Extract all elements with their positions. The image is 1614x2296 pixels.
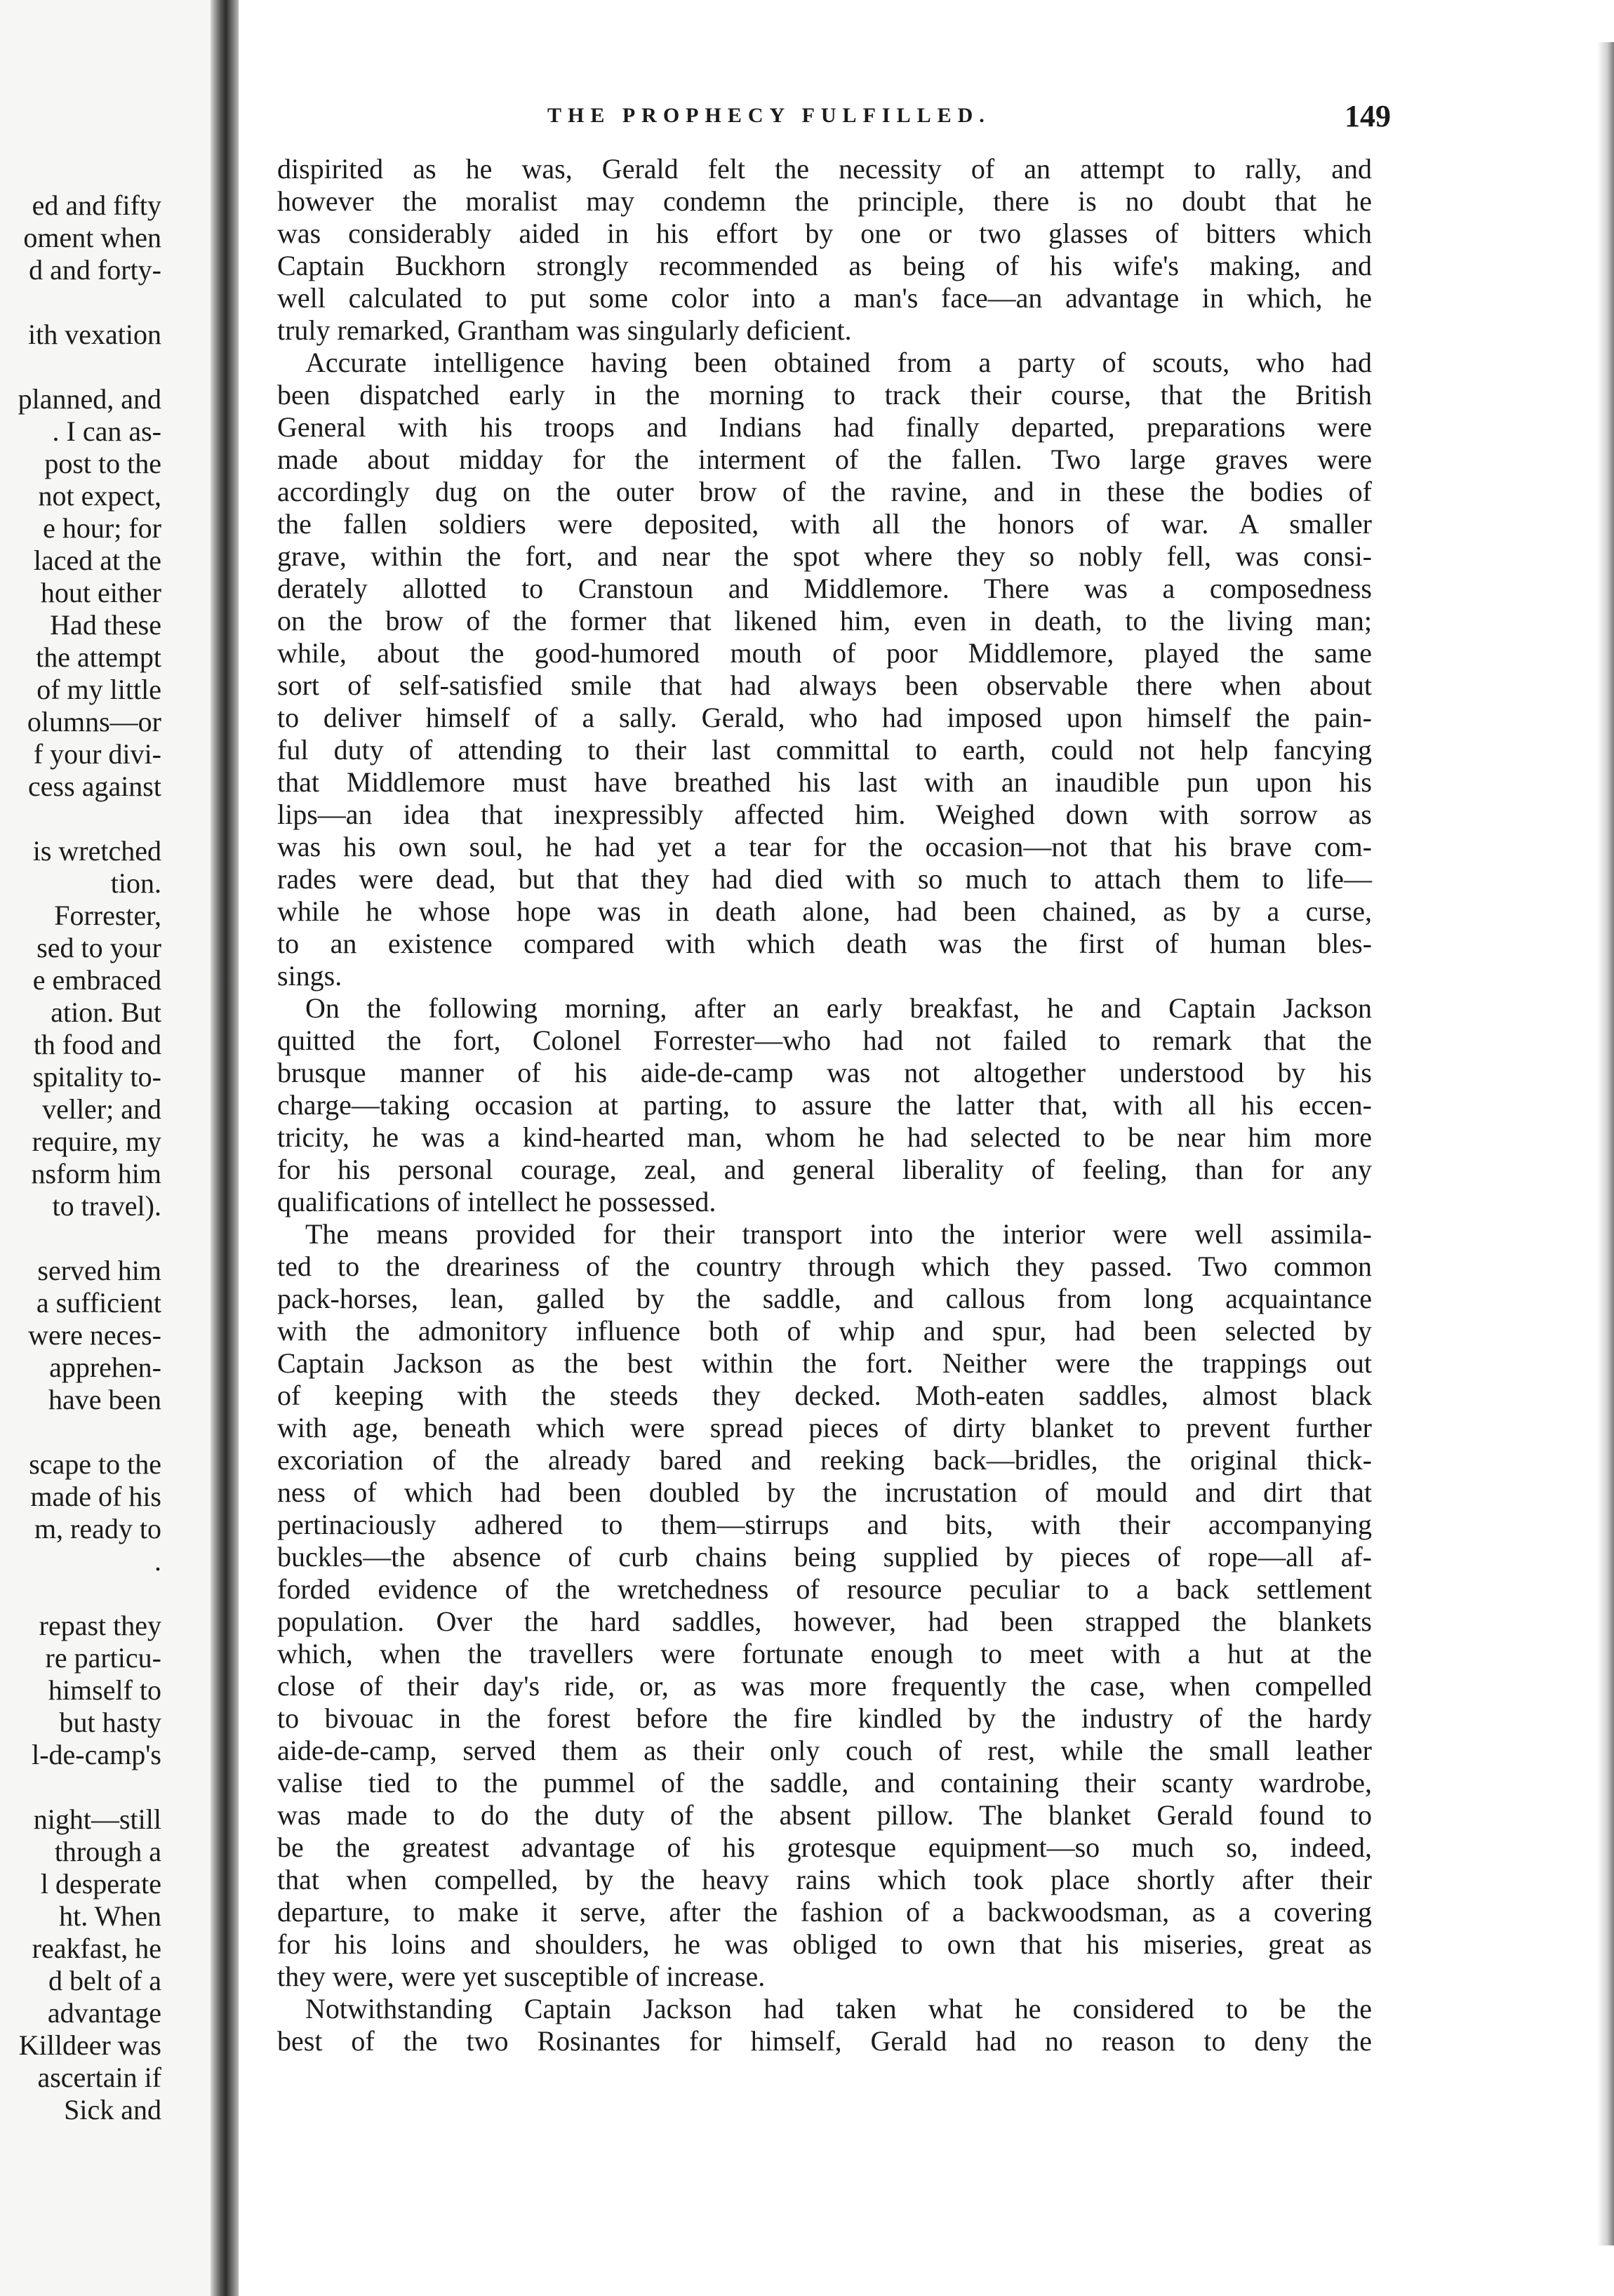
left-page-line: laced at the [33,545,161,576]
page-number: 149 [1345,99,1391,133]
left-page-line: f your divi- [33,738,161,770]
body-line: with age, beneath which were spread pieces of dirty blanket to prevent further [277,1412,1372,1443]
page-edge-shadow [1597,42,1614,2245]
left-page-line: tion. [110,867,161,899]
body-line: pack-horses, lean, galled by the saddle, and callous from long acquaintance [277,1283,1372,1314]
left-page-text-fragments [0,189,161,2126]
body-line: on the brow of the former that likened him, even in death, to the living man; [277,605,1372,636]
left-page-line: spitality to- [32,1061,161,1093]
left-page-line: e hour; for [43,512,161,544]
left-page-line: scape to the [29,1448,161,1480]
left-page-line: sed to your [36,932,161,963]
block-gap [0,351,161,383]
left-page-line: were neces- [28,1319,161,1351]
left-page-line: but hasty [59,1707,161,1738]
left-facing-page [0,0,211,2296]
left-page-line: require, my [32,1126,161,1157]
body-line: excoriation of the already bared and reeking back—bridles, the original thick- [277,1444,1372,1476]
block-gap [0,1222,161,1255]
right-page [239,0,1614,2296]
left-page-line: a sufficient [36,1287,161,1319]
body-line: rades were dead, but that they had died with so much to attach them to life— [277,863,1372,895]
body-line: truly remarked, Grantham was singularly deficient. [277,314,852,346]
left-page-line: the attempt [36,641,161,673]
body-line: dispirited as he was, Gerald felt the necessity of an attempt to rally, and [277,153,1372,185]
body-line: lips—an idea that inexpressibly affected him. Weighed down with sorrow as [277,799,1372,830]
body-line: to an existence compared with which death was the first of human bles- [277,928,1372,959]
left-page-line: made of his [30,1481,161,1512]
body-line: quitted the fort, Colonel Forrester—who had not failed to remark that the [277,1024,1372,1056]
left-page-line: of my little [36,674,161,705]
body-line: sort of self-satisfied smile that had always been observable there when about [277,669,1372,701]
left-page-line: planned, and [18,383,161,415]
body-line: to bivouac in the forest before the fire kindled by the industry of the hardy [277,1702,1372,1734]
body-line: sings. [277,960,342,992]
body-line: made about midday for the interment of the fallen. Two large graves were [277,443,1372,475]
body-line: which, when the travellers were fortunate enough to meet with a hut at the [277,1638,1372,1669]
body-line: On the following morning, after an early breakfast, he and Captain Jackson [305,992,1372,1024]
body-line: qualifications of intellect he possessed. [277,1186,716,1217]
left-page-line: l desperate [40,1868,161,1900]
body-line: pertinaciously adhered to them—stirrups and bits, with their accompanying [277,1509,1372,1540]
body-line: The means provided for their transport into the interior were well assimila- [305,1218,1372,1250]
block-gap [0,286,161,319]
body-line: Accurate intelligence having been obtained from a party of scouts, who had [305,347,1372,378]
block-gap [0,1771,161,1803]
left-page-line: . I can as- [52,415,161,447]
left-page-line: ed and fifty [32,189,161,221]
body-line: forded evidence of the wretchedness of resource peculiar to a back settlement [277,1573,1372,1605]
left-page-line: ith vexation [28,319,161,350]
left-page-line: repast they [39,1610,161,1641]
body-line: was his own soul, he had yet a tear for the occasion—not that his brave com- [277,831,1372,862]
left-page-line: cess against [28,770,161,802]
body-line: derately allotted to Cranstoun and Middlemore. There was a composedness [277,573,1372,604]
left-page-line: Forrester, [54,900,161,931]
left-page-line: served him [37,1255,161,1286]
body-line: while, about the good-humored mouth of poor Middlemore, played the same [277,637,1372,669]
body-line: accordingly dug on the outer brow of the ravine, and in these the bodies of [277,476,1372,507]
block-gap [0,803,161,835]
left-page-line: have been [48,1384,161,1415]
left-page-line: post to the [44,448,161,479]
body-line: that when compelled, by the heavy rains which took place shortly after their [277,1864,1372,1895]
body-line: General with his troops and Indians had finally departed, preparations were [277,411,1372,443]
left-page-line: ascertain if [37,2062,161,2093]
body-text [277,153,1372,2057]
body-line: buckles—the absence of curb chains being supplied by pieces of rope—all af- [277,1541,1372,1573]
body-line: however the moralist may condemn the principle, there is no doubt that he [277,185,1372,217]
body-line: ness of which had been doubled by the incrustation of mould and dirt that [277,1476,1372,1508]
body-line: charge—taking occasion at parting, to assure the latter that, with all his eccen- [277,1089,1372,1121]
body-line: they were, were yet susceptible of increase. [277,1961,766,1992]
body-line: be the greatest advantage of his grotesque equipment—so much so, indeed, [277,1831,1372,1863]
left-page-line: nsform him [31,1158,161,1189]
running-title: THE PROPHECY FULFILLED. [547,104,991,127]
block-gap [0,1416,161,1448]
block-gap [0,1577,161,1610]
body-line: aide-de-camp, served them as their only couch of rest, while the small leather [277,1735,1372,1766]
body-line: of keeping with the steeds they decked. Moth-eaten saddles, almost black [277,1380,1372,1411]
body-line: grave, within the fort, and near the spot where they so nobly fell, was consi- [277,540,1372,572]
body-line: close of their day's ride, or, as was more frequently the case, when compelled [277,1670,1372,1702]
left-page-line: himself to [48,1674,161,1706]
body-line: valise tied to the pummel of the saddle, and containing their scanty wardrobe, [277,1767,1372,1798]
body-line: well calculated to put some color into a man's face—an advantage in which, he [277,282,1372,314]
left-page-line: reakfast, he [32,1933,161,1964]
body-line: was considerably aided in his effort by one or two glasses of bitters which [277,218,1372,249]
body-line: best of the two Rosinantes for himself, Gerald had no reason to deny the [277,2025,1372,2057]
left-page-line: l-de-camp's [32,1739,161,1770]
body-line: been dispatched early in the morning to track their course, that the British [277,379,1372,411]
left-page-line: th food and [33,1029,161,1060]
left-page-line: d and forty- [29,254,161,286]
left-page-line: apprehen- [49,1351,161,1383]
body-line: that Middlemore must have breathed his last with an inaudible pun upon his [277,766,1372,798]
left-page-line: advantage [47,1997,161,2029]
left-page-line: ht. When [59,1900,161,1932]
left-page-line: m, ready to [34,1513,161,1544]
left-page-line: re particu- [45,1642,161,1674]
body-line: brusque manner of his aide-de-camp was not altogether understood by his [277,1057,1372,1088]
body-line: Notwithstanding Captain Jackson had taken what he considered to be the [305,1993,1372,2024]
body-line: the fallen soldiers were deposited, with all the honors of war. A smaller [277,508,1372,540]
left-page-line: ation. But [51,996,161,1028]
body-line: while he whose hope was in death alone, had been chained, as by a curse, [277,895,1372,927]
left-page-line: Killdeer was [18,2029,161,2061]
body-line: for his loins and shoulders, he was obliged to own that his miseries, great as [277,1928,1372,1960]
body-line: with the admonitory influence both of whip and spur, had been selected by [277,1315,1372,1347]
left-page-line: olumns—or [27,706,161,737]
left-page-line: hout either [40,577,161,608]
book-gutter [211,0,239,2296]
left-page-line: veller; and [42,1093,161,1125]
body-line: to deliver himself of a sally. Gerald, who had imposed upon himself the pain- [277,702,1372,733]
left-page-line: to travel). [52,1190,161,1222]
body-line: ted to the dreariness of the country through which they passed. Two common [277,1250,1372,1282]
body-line: was made to do the duty of the absent pillow. The blanket Gerald found to [277,1799,1372,1831]
left-page-line: d belt of a [48,1965,161,1996]
body-line: tricity, he was a kind-hearted man, whom he had selected to be near him more [277,1121,1372,1153]
body-line: departure, to make it serve, after the fashion of a backwoodsman, as a covering [277,1896,1372,1928]
body-line: ful duty of attending to their last committal to earth, could not help fancying [277,734,1372,766]
left-page-line: is wretched [32,835,161,867]
left-page-line: Sick and [64,2094,161,2125]
left-page-line: oment when [23,222,161,253]
body-line: for his personal courage, zeal, and general liberality of feeling, than for any [277,1154,1372,1185]
left-page-line: through a [54,1836,161,1867]
left-page-line: not expect, [38,480,161,512]
body-line: Captain Jackson as the best within the fort. Neither were the trappings out [277,1347,1372,1379]
body-line: Captain Buckhorn strongly recommended as being of his wife's making, and [277,250,1372,281]
left-page-line: . [154,1545,161,1577]
body-line: population. Over the hard saddles, however, had been strapped the blankets [277,1606,1372,1637]
left-page-line: Had these [50,609,161,641]
left-page-line: e embraced [32,964,161,996]
left-page-line: night—still [33,1803,161,1835]
